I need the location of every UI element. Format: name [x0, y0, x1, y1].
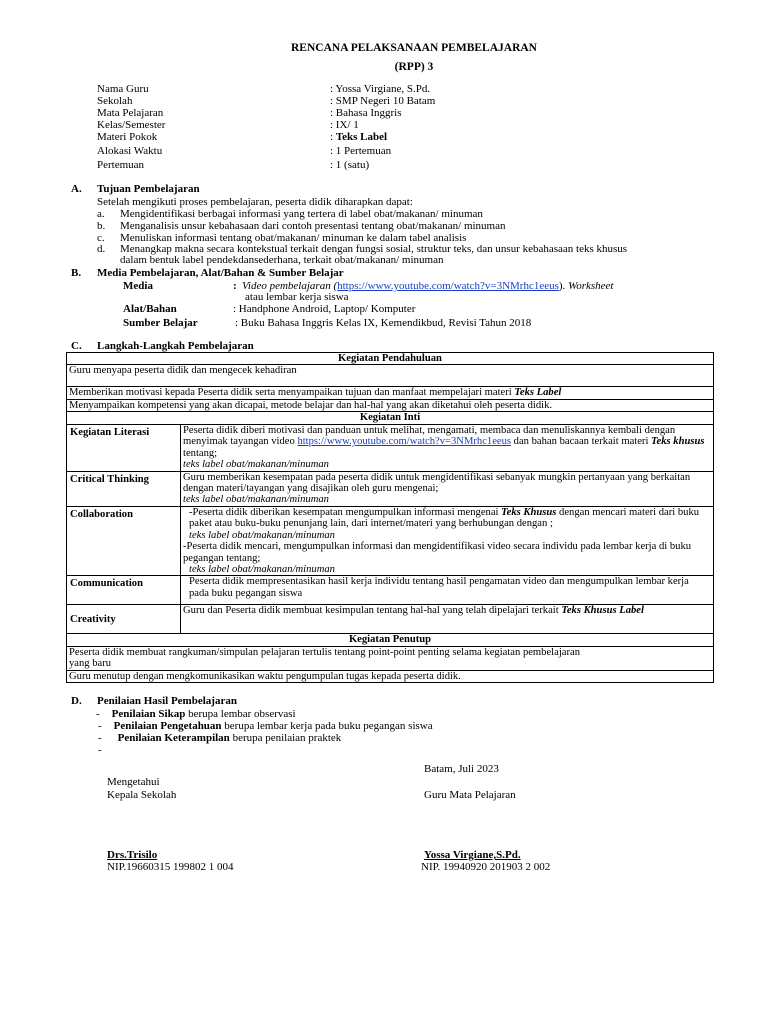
alat-label: Alat/Bahan	[123, 303, 177, 315]
identity-label-kelas: Kelas/Semester	[97, 119, 166, 131]
place-date: Batam, Juli 2023	[424, 763, 499, 775]
identity-label-sekolah: Sekolah	[97, 95, 133, 107]
signature-right-line2: Guru Mata Pelajaran	[424, 789, 516, 801]
collaboration-label: Collaboration	[67, 506, 181, 576]
objective-letter: d.	[97, 243, 106, 255]
media-label: Media	[123, 280, 153, 292]
section-c-heading: Langkah-Langkah Pembelajaran	[97, 340, 254, 352]
critical-thinking-label: Critical Thinking	[67, 471, 181, 506]
objective-item-continuation: dalam bentuk label pendekdansederhana, terkait obat/makanan/ minuman	[120, 254, 444, 266]
headmaster-name: Drs.Trisilo	[107, 849, 158, 861]
identity-value-pertemuan: : 1 (satu)	[330, 159, 370, 171]
section-a-intro: Setelah mengikuti proses pembelajaran, peserta didik diharapkan dapat:	[97, 196, 413, 208]
section-b-letter: B.	[71, 267, 82, 279]
document-title: RENCANA PELAKSANAAN PEMBELAJARAN	[291, 42, 537, 54]
collaboration-content: -Peserta didik diberikan kesempatan mengumpulkan informasi mengenai Teks Khusus dengan mencari materi dari buku paket atau buku-buku penunjang lain, dari internet/materi yang berhubungan dengan ; teks label obat/makanan/minuman -Peserta didik mencari, mengumpulkan informasi dan mengidentifikasi video secara individu pada lembar kerja di buku pegangan tentang; teks label obat/makanan/minuman	[181, 506, 714, 576]
creativity-label: Creativity	[67, 605, 181, 634]
identity-value-sekolah: : SMP Negeri 10 Batam	[330, 95, 436, 107]
objective-item: Menuliskan informasi tentang obat/makanan/ minuman ke dalam tabel analisis	[120, 232, 467, 244]
table-row: Guru menyapa peserta didik dan mengecek kehadiran	[67, 365, 714, 387]
section-b-heading: Media Pembelajaran, Alat/Bahan & Sumber Belajar	[97, 267, 344, 279]
objective-item: Mengidentifikasi berbagai informasi yang tertera di label obat/makanan/ minuman	[120, 208, 483, 220]
signature-left-line2: Kepala Sekolah	[107, 789, 177, 801]
activity-table	[66, 352, 714, 683]
table-row: Memberikan motivasi kepada Peserta didik serta menyampaikan tujuan dan manfaat mempelajari materi Teks Label	[67, 387, 714, 399]
critical-thinking-content: Guru memberikan kesempatan pada peserta didik untuk mengidentifikasi sebanyak mungkin pertanyaan yang berkaitan dengan materi/tayangan yang disajikan oleh guru mengenai; teks label obat/makanan/minuman	[181, 471, 714, 506]
media-value: Video pembelajaran (https://www.youtube.com/watch?v=3NMrhc1eeus). Worksheet	[242, 280, 614, 292]
identity-label-pertemuan: Pertemuan	[97, 159, 145, 171]
literasi-label: Kegiatan Literasi	[67, 424, 181, 471]
identity-label-alokasi: Alokasi Waktu	[97, 145, 163, 157]
identity-label-materi: Materi Pokok	[97, 131, 158, 143]
teacher-name: Yossa Virgiane,S.Pd.	[424, 849, 521, 861]
teacher-nip: NIP. 19940920 201903 2 002	[421, 861, 551, 873]
objective-letter: c.	[97, 232, 105, 244]
sumber-label: Sumber Belajar	[123, 317, 198, 329]
identity-label-nama-guru: Nama Guru	[97, 83, 149, 95]
objective-item: Menganalisis unsur kebahasaan dari contoh presentasi tentang obat/makanan/ minuman	[120, 220, 506, 232]
penutup-header: Kegiatan Penutup	[67, 634, 714, 646]
table-row: Peserta didik membuat rangkuman/simpulan pelajaran tertulis tentang point-point penting selama kegiatan pembelajaran yang baru	[67, 646, 714, 670]
list-item: - Penilaian Keterampilan berupa penilaian praktek	[98, 732, 342, 744]
headmaster-nip: NIP.19660315 199802 1 004	[107, 861, 234, 873]
youtube-link[interactable]: https://www.youtube.com/watch?v=3NMrhc1eeus	[297, 436, 512, 448]
section-c-letter: C.	[71, 340, 82, 352]
communication-label: Communication	[67, 576, 181, 605]
list-item: - Penilaian Pengetahuan berupa lembar kerja pada buku pegangan siswa	[98, 720, 433, 732]
section-d-letter: D.	[71, 695, 82, 707]
identity-value-kelas: : IX/ 1	[330, 119, 359, 131]
identity-value-alokasi: : 1 Pertemuan	[330, 145, 392, 157]
list-item-empty: -	[98, 744, 102, 756]
table-row: Menyampaikan kompetensi yang akan dicapai, metode belajar dan hal-hal yang akan diketahui oleh peserta didik.	[67, 399, 714, 411]
creativity-content: Guru dan Peserta didik membuat kesimpulan tentang hal-hal yang telah dipelajari terkait Teks Khusus Label	[181, 605, 714, 634]
table-row: Guru menutup dengan mengkomunikasikan waktu pengumpulan tugas kepada peserta didik.	[67, 670, 714, 682]
section-a-letter: A.	[71, 183, 82, 195]
media-colon: :	[233, 280, 237, 292]
identity-value-materi: : Teks Label	[330, 131, 388, 143]
signature-left-line1: Mengetahui	[107, 776, 160, 788]
objective-item: Menangkap makna secara kontekstual terkait dengan fungsi sosial, struktur teks, dan unsur kebahasaan teks khusus	[120, 243, 628, 255]
list-item: - Penilaian Sikap berupa lembar observasi	[96, 708, 296, 720]
identity-label-mapel: Mata Pelajaran	[97, 107, 164, 119]
identity-value-mapel: : Bahasa Inggris	[330, 107, 402, 119]
objective-letter: b.	[97, 220, 106, 232]
literasi-content: Peserta didik diberi motivasi dan panduan untuk melihat, mengamati, membaca dan menuliskannya kembali dengan menyimak tayangan video https://www.youtube.com/watch?v=3NMrhc1eeus dan bahan bacaan terkait materi Teks khusus tentang; teks label obat/makanan/minuman	[181, 424, 714, 471]
communication-content: Peserta didik mempresentasikan hasil kerja individu tentang hasil pengamatan video dan mengumpulkan lembar kerja pada buku pegangan siswa	[181, 576, 714, 605]
identity-value-nama-guru: : Yossa Virgiane, S.Pd.	[330, 83, 431, 95]
sumber-value: : Buku Bahasa Inggris Kelas IX, Kemendikbud, Revisi Tahun 2018	[235, 317, 532, 329]
pendahuluan-header: Kegiatan Pendahuluan	[67, 353, 714, 365]
youtube-link[interactable]: https://www.youtube.com/watch?v=3NMrhc1eeus	[337, 280, 559, 292]
alat-value: : Handphone Android, Laptop/ Komputer	[233, 303, 416, 315]
section-a-heading: Tujuan Pembelajaran	[97, 183, 200, 195]
media-value-continuation: atau lembar kerja siswa	[245, 291, 349, 303]
inti-header: Kegiatan Inti	[67, 412, 714, 424]
objective-letter: a.	[97, 208, 105, 220]
section-d-heading: Penilaian Hasil Pembelajaran	[97, 695, 237, 707]
document-subtitle: (RPP) 3	[394, 61, 434, 73]
